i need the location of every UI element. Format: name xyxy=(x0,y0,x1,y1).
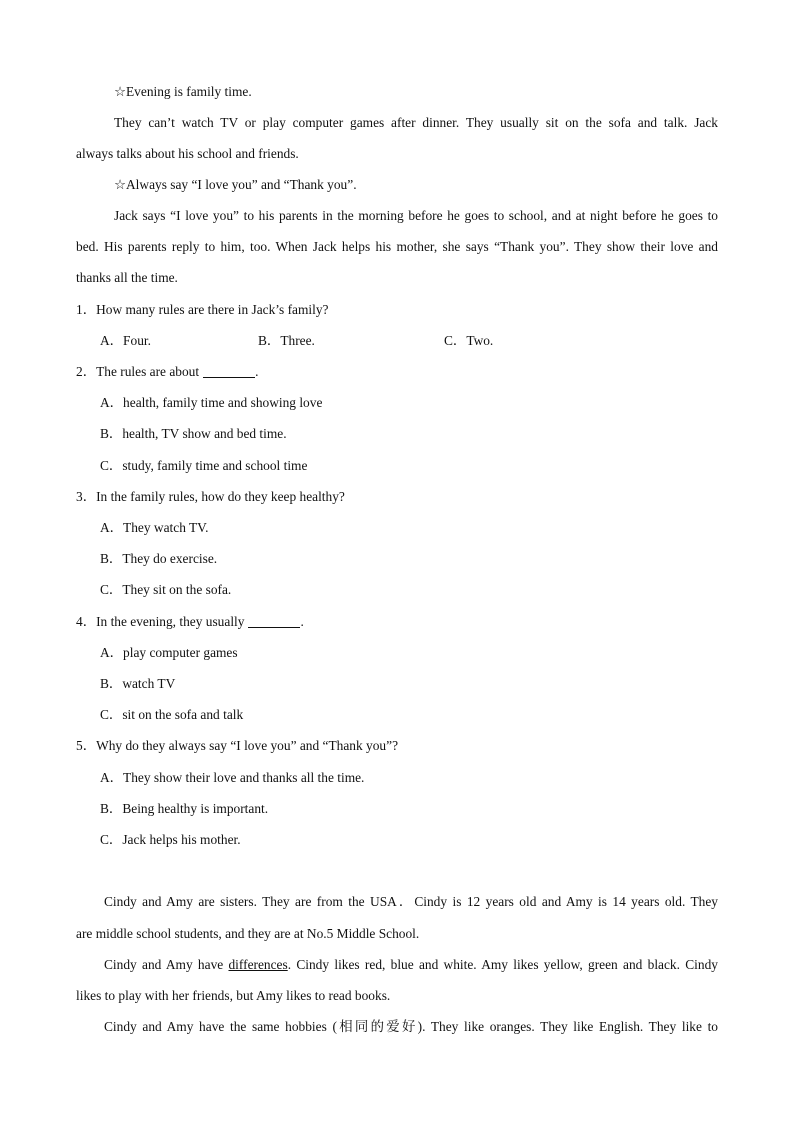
option-b[interactable]: B．Being healthy is important. xyxy=(100,801,269,816)
option-c[interactable]: C．They sit on the sofa. xyxy=(100,582,232,597)
question-2-stem xyxy=(76,356,718,387)
rule-title-evening: ☆Evening is family time. xyxy=(114,84,252,99)
paragraph-line: bed. His parents reply to him, too. When Jack helps his mother, she says “Thank you”. They show their love and xyxy=(76,239,718,254)
paragraph-line xyxy=(76,949,718,980)
question-4-stem xyxy=(76,606,718,637)
paragraph-line: Jack says “I love you” to his parents in the morning before he goes to school, and at night before he goes to xyxy=(114,208,718,223)
question-2-text: 2．The rules are about xyxy=(76,364,200,379)
option-a[interactable]: A．health, family time and showing love xyxy=(100,395,323,410)
document-page xyxy=(76,76,718,1034)
underlined-word: differences xyxy=(228,957,288,972)
paragraph-line: are middle school students, and they are at No.5 Middle School. xyxy=(76,926,420,941)
option-b[interactable]: B．Three. xyxy=(258,333,315,348)
question-2-period: . xyxy=(255,364,259,379)
paragraph-line: always talks about his school and friends. xyxy=(76,146,299,161)
text-run: . Cindy likes red, blue and white. Amy likes yellow, green and black. Cindy xyxy=(287,957,718,972)
text-run: Cindy and Amy have xyxy=(104,957,229,972)
paragraph-line: They can’t watch TV or play computer games after dinner. They usually sit on the sofa and talk. Jack xyxy=(114,115,718,130)
option-a[interactable]: A．Four. xyxy=(100,333,151,348)
paragraph-line: likes to play with her friends, but Amy likes to read books. xyxy=(76,988,391,1003)
answer-blank xyxy=(248,613,300,628)
paragraph-line: thanks all the time. xyxy=(76,270,178,285)
option-c[interactable]: C．Two. xyxy=(444,333,494,348)
question-5-stem: 5．Why do they always say “I love you” and “Thank you”? xyxy=(76,738,399,753)
option-b[interactable]: B．They do exercise. xyxy=(100,551,218,566)
option-c[interactable]: C．Jack helps his mother. xyxy=(100,832,241,847)
option-b[interactable]: B．watch TV xyxy=(100,676,176,691)
option-c[interactable]: C．study, family time and school time xyxy=(100,458,308,473)
option-a[interactable]: A．play computer games xyxy=(100,645,238,660)
rule-title-love: ☆Always say “I love you” and “Thank you”. xyxy=(114,177,357,192)
question-1-options xyxy=(76,325,718,356)
answer-blank xyxy=(203,363,255,378)
option-a[interactable]: A．They watch TV. xyxy=(100,520,209,535)
question-4-period: . xyxy=(300,614,304,629)
question-1-stem: 1．How many rules are there in Jack’s family? xyxy=(76,302,329,317)
option-b[interactable]: B．health, TV show and bed time. xyxy=(100,426,287,441)
option-a[interactable]: A．They show their love and thanks all the time. xyxy=(100,770,365,785)
question-3-stem: 3．In the family rules, how do they keep healthy? xyxy=(76,489,345,504)
option-c[interactable]: C．sit on the sofa and talk xyxy=(100,707,244,722)
question-4-text: 4．In the evening, they usually xyxy=(76,614,245,629)
paragraph-line: Cindy and Amy are sisters. They are from the USA．Cindy is 12 years old and Amy is 14 years old. They xyxy=(104,894,718,909)
paragraph-line: Cindy and Amy have the same hobbies (相同的爱好). They like oranges. They like English. They like to xyxy=(104,1019,718,1034)
